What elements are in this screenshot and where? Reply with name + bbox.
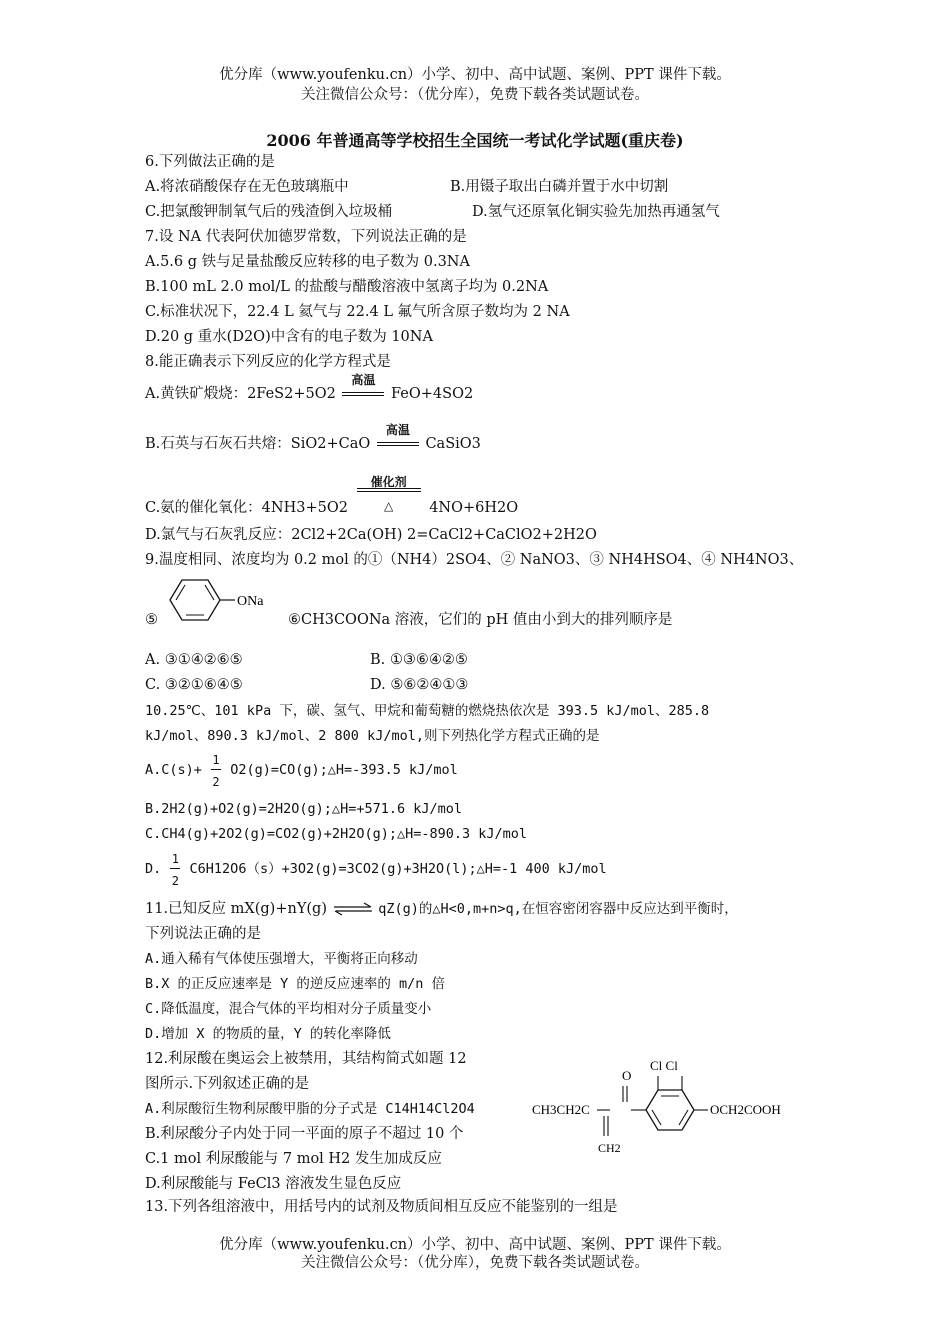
q9-option-b: B. ①③⑥④②⑤ <box>370 652 468 668</box>
condition-high-temp: 高温 <box>385 423 410 437</box>
equation-condition-arrow <box>353 475 425 518</box>
footer-line-2: 关注微信公众号：（优分库），免费下载各类试题试卷。 <box>301 1255 649 1271</box>
q9-stem-continued: ⑥CH3COONa 溶液，它们的 pH 值由小到大的排列顺序是 <box>288 612 673 628</box>
q6-option-d: D.氢气还原氧化铜实验先加热再通氢气 <box>472 204 720 220</box>
condition-catalyst: 催化剂 <box>370 475 407 489</box>
q6-option-c: C.把氯酸钾制氧气后的残渣倒入垃圾桶 <box>145 204 393 220</box>
q7-option-d: D.20 g 重水(D2O)中含有的电子数为 10NA <box>145 329 433 345</box>
q8-a-left: A.黄铁矿煅烧：2FeS2+5O2 <box>145 386 336 402</box>
equals-bar-bottom <box>342 395 384 396</box>
ethacrynic-acid-structure <box>528 1050 818 1160</box>
condition-heat: △ <box>383 499 394 513</box>
reversible-arrow-icon <box>332 902 374 916</box>
ona-label: ONa <box>237 594 264 609</box>
q11-stem <box>145 899 738 919</box>
q9-option-d: D. ⑤⑥②④①③ <box>370 677 469 693</box>
q8-a-right: FeO+4SO2 <box>391 386 474 402</box>
equation-condition-arrow <box>375 423 421 454</box>
exam-title: 2006 年普通高等学校招生全国统一考试化学试题(重庆卷) <box>266 131 684 150</box>
q11-stem-right: qZ(g)的△H<0,m+n>q,在恒容密闭容器中反应达到平衡时， <box>378 901 738 917</box>
fraction-numerator: 1 <box>212 753 220 767</box>
oxyacetic-acid-label: OCH2COOH <box>710 1102 781 1117</box>
q12-option-b: B.利尿酸分子内处于同一平面的原子不超过 10 个 <box>145 1126 464 1142</box>
chlorine-labels: Cl Cl <box>650 1058 678 1073</box>
q9-option-a: A. ③①④②⑥⑤ <box>145 652 243 668</box>
fraction-denominator: 2 <box>171 874 180 888</box>
footer-line-1: 优分库（www.youfenku.cn）小学、初中、高中试题、案例、PPT 课件下载。 <box>219 1237 731 1253</box>
q10-d-prefix: D. <box>145 861 162 877</box>
q8-option-d: D.氯气与石灰乳反应：2Cl2+2Ca(OH) 2=CaCl2+CaClO2+2H2O <box>145 527 597 543</box>
q11-option-d: D.增加 X 的物质的量，Y 的转化率降低 <box>145 1026 391 1042</box>
q8-b-left: B.石英与石灰石共熔：SiO2+CaO <box>145 436 371 452</box>
q7-option-a: A.5.6 g 铁与足量盐酸反应转移的电子数为 0.3NA <box>145 254 470 270</box>
q11-option-a: A.通入稀有气体使压强增大，平衡将正向移动 <box>145 951 418 967</box>
q10-option-d <box>145 852 607 888</box>
q11-option-c: C.降低温度，混合气体的平均相对分子质量变小 <box>145 1001 432 1017</box>
q8-b-right: CaSiO3 <box>425 436 481 452</box>
q10-option-c: C.CH4(g)+2O2(g)=CO2(g)+2H2O(g);△H=-890.3 kJ/mol <box>145 826 528 842</box>
carbonyl-oxygen-label: O <box>622 1068 632 1083</box>
q10-option-a <box>145 753 458 789</box>
q11-stem-left: 11.已知反应 mX(g)+nY(g) <box>145 901 327 917</box>
methylene-label: CH2 <box>598 1141 621 1155</box>
q10-d-rest: C6H12O6（s）+3O2(g)=3CO2(g)+3H2O(l);△H=-1 400 kJ/mol <box>189 861 607 877</box>
q12-stem-line1: 12.利尿酸在奥运会上被禁用，其结构简式如题 12 <box>145 1051 467 1067</box>
q10-option-b: B.2H2(g)+O2(g)=2H2O(g);△H=+571.6 kJ/mol <box>145 801 462 817</box>
q10-stem-line1: 10.25℃、101 kPa 下，碳、氢气、甲烷和葡萄糖的燃烧热依次是 393.5 kJ/mol、285.8 <box>145 703 710 719</box>
q7-option-b: B.100 mL 2.0 mol/L 的盐酸与醋酸溶液中氢离子均为 0.2NA <box>145 279 549 295</box>
q8-stem: 8.能正确表示下列反应的化学方程式是 <box>145 354 391 370</box>
sodium-phenoxide-structure <box>160 572 280 628</box>
equals-bar-top <box>377 442 419 443</box>
q7-stem: 7.设 NA 代表阿伏加德罗常数，下列说法正确的是 <box>145 229 467 245</box>
q8-option-b <box>145 423 481 454</box>
q9-option-c: C. ③②①⑥④⑤ <box>145 677 243 693</box>
structure-ethyl-label: CH3CH2C <box>532 1102 590 1117</box>
fraction-one-half <box>210 753 222 789</box>
equals-bar-bottom <box>377 445 419 446</box>
q12-option-d: D.利尿酸能与 FeCl3 溶液发生显色反应 <box>145 1176 402 1192</box>
q6-option-a: A.将浓硝酸保存在无色玻璃瓶中 <box>145 179 349 195</box>
equals-bar-top <box>357 488 421 489</box>
q9-stem: 9.温度相同、浓度均为 0.2 mol 的①（NH4）2SO4、② NaNO3、③ NH4HSO4、④ NH4NO3、 <box>145 552 804 568</box>
q6-option-b: B.用镊子取出白磷并置于水中切割 <box>450 179 669 195</box>
q8-c-right: 4NO+6H2O <box>429 500 519 516</box>
equals-bar-bottom <box>357 491 421 492</box>
q11-stem-line2: 下列说法正确的是 <box>145 926 261 942</box>
equation-condition-arrow <box>340 373 386 404</box>
fraction-numerator: 1 <box>171 852 180 866</box>
q6-stem: 6.下列做法正确的是 <box>145 154 275 170</box>
q8-c-left: C.氨的催化氧化：4NH3+5O2 <box>145 500 348 516</box>
fraction-bar <box>211 769 221 770</box>
q10-a-prefix: A.C(s)+ <box>145 762 202 778</box>
equals-bar-top <box>342 392 384 393</box>
header-line-1: 优分库（www.youfenku.cn）小学、初中、高中试题、案例、PPT 课件下载。 <box>219 67 731 83</box>
q8-option-c <box>145 475 519 518</box>
condition-high-temp: 高温 <box>351 373 376 387</box>
q7-option-c: C.标准状况下，22.4 L 氦气与 22.4 L 氟气所含原子数均为 2 NA <box>145 304 570 320</box>
benzene-ring <box>170 580 220 620</box>
q12-stem-line2: 图所示.下列叙述正确的是 <box>145 1076 310 1092</box>
q9-item5-label: ⑤ <box>145 612 158 628</box>
fraction-denominator: 2 <box>212 775 220 789</box>
q10-a-rest: O2(g)=CO(g);△H=-393.5 kJ/mol <box>230 762 458 778</box>
header-line-2: 关注微信公众号：（优分库），免费下载各类试题试卷。 <box>301 87 649 103</box>
fraction-one-half <box>169 852 181 888</box>
q8-option-a <box>145 373 474 404</box>
q10-stem-line2: kJ/mol、890.3 kJ/mol、2 800 kJ/mol,则下列热化学方程式正确的是 <box>145 728 600 744</box>
q12-option-a: A.利尿酸衍生物利尿酸甲脂的分子式是 C14H14Cl2O4 <box>145 1101 475 1117</box>
q11-option-b: B.X 的正反应速率是 Y 的逆反应速率的 m/n 倍 <box>145 976 446 992</box>
q12-option-c: C.1 mol 利尿酸能与 7 mol H2 发生加成反应 <box>145 1151 442 1167</box>
q13-stem: 13.下列各组溶液中，用括号内的试剂及物质间相互反应不能鉴别的一组是 <box>145 1199 618 1215</box>
fraction-bar <box>170 868 180 869</box>
